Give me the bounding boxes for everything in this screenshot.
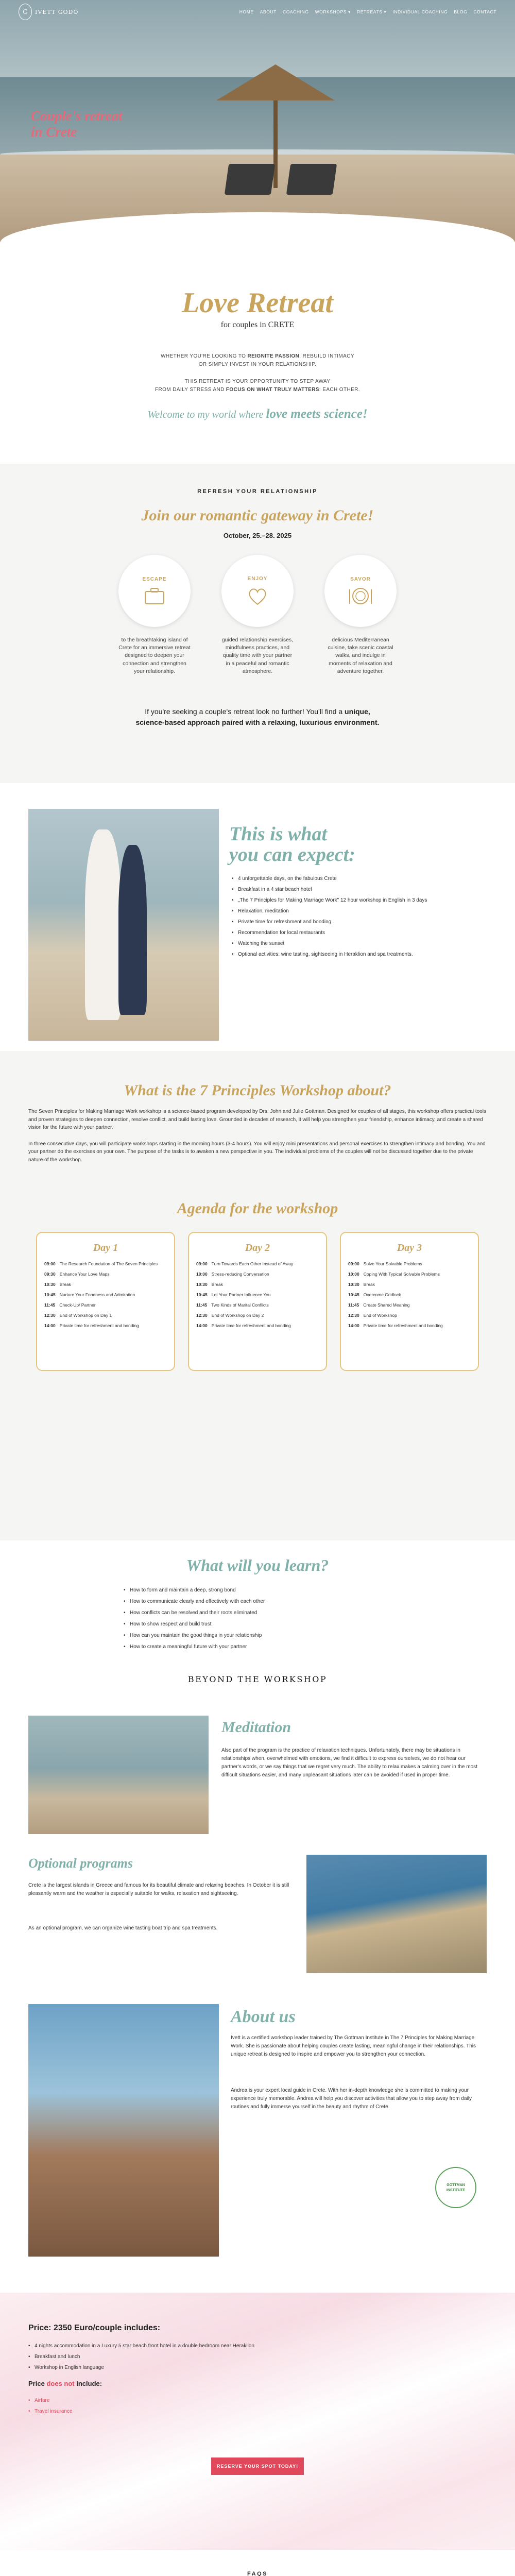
- gateway-kicker: REFRESH YOUR RELATIONSHIP: [197, 488, 318, 495]
- agenda-time: 09:00: [196, 1261, 208, 1266]
- nav-item-about[interactable]: ABOUT: [260, 9, 277, 14]
- agenda-activity: Private time for refreshment and bonding: [363, 1323, 443, 1329]
- agenda-row: [44, 1272, 167, 1277]
- nav-item-workshops[interactable]: WORKSHOPS ▾: [315, 9, 351, 14]
- list-item: • Workshop in English language: [28, 2365, 487, 2370]
- list-item: • Relaxation, meditation: [232, 908, 489, 914]
- agenda-row: [348, 1272, 471, 1277]
- about-andrea-text: Andrea is your expert local guide in Crete. With her in-depth knowledge she is committed to making your experience truly memorable. Andrea will help you discover activities that allow you to step away from daily routines and fully immerse yourself in the beauty and rhythm of Crete.: [231, 2088, 472, 2110]
- gateway-closing-b: unique,: [345, 707, 370, 716]
- optional-programs-title: Optional programs: [28, 1856, 133, 1871]
- feature-card-savor: [324, 555, 397, 675]
- agenda-time: 09:00: [44, 1261, 56, 1266]
- agenda-activity: The Research Foundation of The Seven Principles: [59, 1261, 158, 1266]
- nav-item-contact[interactable]: CONTACT: [473, 9, 496, 14]
- badge-line-2: INSTITUTE: [446, 2188, 466, 2192]
- gateway-section: [0, 464, 515, 783]
- agenda-activity: Enhance Your Love Maps: [59, 1272, 110, 1277]
- agenda-time: 10:30: [196, 1282, 208, 1287]
- faq-title: FAQS: [247, 2571, 268, 2576]
- agenda-time: 10:45: [196, 1292, 208, 1298]
- list-item: • Airfare: [28, 2398, 487, 2403]
- agenda-title: Agenda for the workshop: [177, 1200, 338, 1217]
- agenda-row: [44, 1282, 167, 1287]
- intro-p1-bold: REIGNITE PASSION: [247, 353, 300, 359]
- gottman-badge-icon: [435, 2167, 476, 2208]
- suitcase-icon: [143, 586, 166, 606]
- welcome-tagline: [0, 407, 515, 421]
- agenda-row: [196, 1272, 319, 1277]
- agenda-activity: End of Workshop on Day 2: [211, 1313, 264, 1318]
- list-item: • 4 unforgettable days, on the fabulous Crete: [232, 876, 489, 882]
- intro-paragraph-2: [0, 378, 515, 394]
- savor-label: SAVOR: [350, 576, 371, 582]
- sunbed-right: [286, 164, 337, 195]
- dinner-plate-icon: [348, 586, 373, 606]
- meditation-title: Meditation: [221, 1719, 291, 1736]
- agenda-time: 10:00: [196, 1272, 208, 1277]
- feature-cards: [0, 555, 515, 675]
- day-title: Day 3: [397, 1242, 422, 1253]
- savor-circle: [324, 555, 397, 627]
- love-retreat-subtitle: for couples in CRETE: [220, 320, 295, 329]
- agenda-time: 10:45: [348, 1292, 359, 1298]
- intro-p2-bold: FOCUS ON WHAT TRULY MATTERS: [226, 386, 319, 393]
- agenda-activity: Two Kinds of Marital Conflicts: [211, 1302, 269, 1308]
- price-excludes-list: [28, 2398, 487, 2414]
- enjoy-label: ENJOY: [247, 575, 268, 582]
- learn-list: [124, 1587, 515, 1650]
- agenda-row: [44, 1323, 167, 1329]
- seven-principles-p1: The Seven Principles for Making Marriage Work workshop is a science-based program developed by Drs. John and Julie Gottman. Designed for couples of all stages, this workshop offers practical tools and proven strategies to deepen connection, resolve conflict, and build lasting love. Grounded in decades of research, it will help you strengthen your friendship, enhance intimacy, and create a shared vision for the future with your partner.: [28, 1109, 486, 1130]
- agenda-row: [348, 1261, 471, 1267]
- intro-p2-line1: THIS RETREAT IS YOUR OPPORTUNITY TO STEP AWAY: [184, 379, 331, 384]
- price-excludes-title: [28, 2380, 487, 2387]
- enjoy-circle: [221, 555, 294, 627]
- learn-section: [0, 1540, 515, 1716]
- nav-item-individual-coaching[interactable]: INDIVIDUAL COACHING: [392, 9, 448, 14]
- list-item: • How to create a meaningful future with your partner: [124, 1644, 515, 1650]
- faq-section: [0, 2550, 515, 2576]
- agenda-activity: Let Your Partner Influence You: [211, 1292, 271, 1298]
- agenda-row: [44, 1302, 167, 1308]
- site-logo[interactable]: [19, 4, 78, 20]
- agenda-time: 11:45: [348, 1302, 359, 1308]
- escape-text: to the breathtaking island of Crete for an immersive retreat designed to deepen your connection and strengthen your relationship.: [118, 637, 191, 674]
- agenda-time: 10:30: [348, 1282, 359, 1287]
- agenda-row: [44, 1292, 167, 1298]
- agenda-activity: Create Shared Meaning: [363, 1302, 410, 1308]
- agenda-time: 09:30: [44, 1272, 56, 1277]
- feature-card-enjoy: [221, 555, 294, 675]
- agenda-row: [44, 1313, 167, 1318]
- escape-label: ESCAPE: [142, 576, 167, 582]
- agenda-row: [196, 1323, 319, 1329]
- seven-principles-p2: In three consecutive days, you will participate workshops starting in the morning hours (3-4 hours). You will enjoy mini presentations and personal exercises to strengthen intimacy and bonding. You and your partner do the exercises on your own. The purpose of the tasks is to awaken a new perspective in you. The individual problems of the couples will not be discussed together due to the private nature of the workshop.: [28, 1141, 486, 1163]
- list-item: • How to form and maintain a deep, strong bond: [124, 1587, 515, 1593]
- agenda-activity: Check-Up/ Partner: [59, 1302, 96, 1308]
- agenda-time: 12:30: [196, 1313, 208, 1318]
- agenda-row: [348, 1323, 471, 1329]
- agenda-row: [348, 1302, 471, 1308]
- intro-paragraph-1: [0, 352, 515, 368]
- excl-title-c: include:: [76, 2380, 102, 2387]
- agenda-activity: Nurture Your Fondness and Admiration: [59, 1292, 135, 1298]
- agenda-row: [196, 1302, 319, 1308]
- umbrella-pole: [273, 100, 278, 188]
- agenda-activity: Coping With Typical Solvable Problems: [363, 1272, 440, 1277]
- escape-circle: [118, 555, 191, 627]
- agenda-time: 11:45: [196, 1302, 208, 1308]
- meditation-section: [0, 1716, 515, 2004]
- expect-section: [0, 783, 515, 1051]
- expect-title: [229, 824, 355, 866]
- list-item: • 4 nights accommodation in a Luxury 5 star beach front hotel in a double bedroom near Heraklion: [28, 2343, 487, 2349]
- learn-title: What will you learn?: [186, 1556, 329, 1574]
- list-item: • How to show respect and build trust: [124, 1621, 515, 1627]
- agenda-activity: End of Workshop on Day 1: [59, 1313, 112, 1318]
- agenda-row: [348, 1282, 471, 1287]
- top-navigation: [0, 0, 515, 24]
- agenda-day-1: [36, 1232, 175, 1371]
- retreat-dates: October, 25.–28. 2025: [223, 532, 292, 539]
- about-title: About us: [231, 2007, 296, 2026]
- list-item: • How conflicts can be resolved and their roots eliminated: [124, 1610, 515, 1616]
- list-item: • Recommendation for local restaurants: [232, 930, 489, 936]
- hosts-selfie-photo: [28, 2004, 219, 2257]
- price-section: [0, 2293, 515, 2550]
- intro-p1-mid: , REBUILD INTIMACY: [299, 353, 354, 359]
- agenda-time: 10:00: [348, 1272, 359, 1277]
- excl-title-b: does not: [46, 2380, 75, 2387]
- list-item: • Optional activities: wine tasting, sightseeing in Heraklion and spa treatments.: [232, 952, 489, 957]
- intro-section: [0, 242, 515, 464]
- intro-p2-c: : EACH OTHER.: [319, 386, 360, 393]
- welcome-a: Welcome to my world where: [147, 409, 264, 420]
- agenda-activity: Overcome Gridlock: [363, 1292, 401, 1298]
- agenda-activity: Break: [211, 1282, 223, 1287]
- day-title: Day 1: [93, 1242, 118, 1253]
- excl-title-a: Price: [28, 2380, 45, 2387]
- expect-title-2: you can expect:: [229, 843, 355, 866]
- logo-mark-icon: G: [19, 4, 32, 20]
- agenda-row: [196, 1292, 319, 1298]
- list-item: • How can you maintain the good things in your relationship: [124, 1633, 515, 1638]
- expect-list: [232, 876, 489, 962]
- agenda-time: 12:30: [348, 1313, 359, 1318]
- agenda-time: 09:00: [348, 1261, 359, 1266]
- agenda-time: 14:00: [196, 1323, 208, 1329]
- agenda-time: 14:00: [44, 1323, 56, 1329]
- agenda-activity: Stress-reducing Conversation: [211, 1272, 269, 1277]
- list-item: • Travel insurance: [28, 2409, 487, 2414]
- agenda-time: 10:45: [44, 1292, 56, 1298]
- agenda-activity: Break: [363, 1282, 375, 1287]
- list-item: • Private time for refreshment and bonding: [232, 919, 489, 925]
- agenda-time: 12:30: [44, 1313, 56, 1318]
- agenda-time: 14:00: [348, 1323, 359, 1329]
- meditation-photo: [28, 1716, 209, 1834]
- nav-item-coaching[interactable]: COACHING: [282, 9, 309, 14]
- agenda-activity: Turn Towards Each Other Instead of Away: [211, 1261, 294, 1266]
- agenda-activity: Private time for refreshment and bonding: [59, 1323, 139, 1329]
- photo-man: [85, 829, 121, 1020]
- optional-text-2: As an optional program, we can organize wine tasting boat trip and spa treatments.: [28, 1925, 218, 1931]
- crete-coast-photo: [306, 1855, 487, 1973]
- reserve-spot-button[interactable]: RESERVE YOUR SPOT TODAY!: [211, 2458, 304, 2475]
- couple-beach-photo: [28, 809, 219, 1041]
- sunbed-left: [225, 164, 275, 195]
- logo-text: IVETT GODÓ: [35, 8, 79, 15]
- agenda-day-3: [340, 1232, 479, 1371]
- feature-card-escape: [118, 555, 191, 675]
- gateway-closing-a: If you're seeking a couple's retreat look no further! You'll find a: [145, 707, 343, 716]
- about-section: [0, 2004, 515, 2293]
- nav-item-retreats[interactable]: RETREATS ▾: [357, 9, 387, 14]
- agenda-row: [348, 1313, 471, 1318]
- nav-item-home[interactable]: HOME: [239, 9, 254, 14]
- intro-p1-text: WHETHER YOU'RE LOOKING TO: [161, 353, 246, 359]
- list-item: • How to communicate clearly and effectively with each other: [124, 1599, 515, 1604]
- agenda-row: [348, 1292, 471, 1298]
- love-retreat-title: Love Retreat: [182, 287, 333, 319]
- agenda-activity: Private time for refreshment and bonding: [211, 1323, 291, 1329]
- list-item: • Breakfast in a 4 star beach hotel: [232, 887, 489, 892]
- gateway-closing-c: science-based approach paired with a relaxing, luxurious environment.: [135, 718, 380, 727]
- hero-section: [0, 0, 515, 242]
- heart-hands-icon: [246, 586, 269, 606]
- agenda-activity: Solve Your Solvable Problems: [363, 1261, 422, 1266]
- gateway-title: Join our romantic gateway in Crete!: [141, 507, 374, 524]
- hero-title-line1: Couple's retreat: [31, 108, 123, 124]
- day-title: Day 2: [245, 1242, 270, 1253]
- agenda-activity: Break: [59, 1282, 71, 1287]
- seven-principles-title: What is the 7 Principles Workshop about?: [124, 1082, 391, 1099]
- intro-p1-line2: OR SIMPLY INVEST IN YOUR RELATIONSHIP.: [198, 361, 317, 367]
- enjoy-text: guided relationship exercises, mindfulness practices, and quality time with your partner in a peaceful and romantic atmosphere.: [221, 637, 294, 674]
- welcome-b: love meets science!: [266, 407, 368, 421]
- agenda-activity: End of Workshop: [363, 1313, 397, 1318]
- agenda-row: [196, 1261, 319, 1267]
- optional-text-1: Crete is the largest islands in Greece and famous for its beautiful climate and relaxing beaches. In October it is still pleasantly warm and the weather is especially suitable for walks, relaxation and sightseeing.: [28, 1883, 289, 1896]
- agenda-row: [44, 1261, 167, 1267]
- price-title: Price: 2350 Euro/couple includes:: [28, 2324, 161, 2332]
- photo-woman: [118, 845, 147, 1015]
- beyond-workshop-heading: BEYOND THE WORKSHOP: [187, 1674, 328, 1684]
- gateway-closing: [0, 706, 515, 728]
- about-ivett-text: Ivett is a certified workshop leader trained by The Gottman Institute in The 7 Principles for Making Marriage Work. She is passionate about helping couples create lasting, meaningful change in their relationships. This unique retreat is designed to inspire and empower you to strengthen your connection.: [231, 2035, 476, 2057]
- agenda-days: [28, 1232, 487, 1371]
- list-item: • Breakfast and lunch: [28, 2354, 487, 2360]
- agenda-row: [196, 1313, 319, 1318]
- meditation-text: Also part of the program is the practice of relaxation techniques. Unfortunately, there may be situations in relationships when, overwhelmed with emotions, we find it difficult to express ourselves, we do not hear our partner's words, or we say things that we regret very much. The ability to relax makes a calming over in the most difficult situations easier, and many unpleasant situations later can be avoided if used in proper time.: [221, 1748, 477, 1778]
- price-includes-list: [28, 2343, 487, 2370]
- intro-p2-a: FROM DAILY STRESS AND: [154, 386, 225, 393]
- list-item: • Watching the sunset: [232, 941, 489, 946]
- expect-title-1: This is what: [229, 823, 328, 845]
- badge-line-1: GOTTMAN: [447, 2183, 465, 2187]
- list-item: • „The 7 Principles for Making Marriage Work" 12 hour workshop in English in 3 days: [232, 897, 489, 903]
- savor-text: delicious Mediterranean cuisine, take scenic coastal walks, and indulge in moments of relaxation and adventure together.: [328, 637, 393, 674]
- agenda-row: [196, 1282, 319, 1287]
- agenda-time: 11:45: [44, 1302, 56, 1308]
- agenda-day-2: [188, 1232, 327, 1371]
- main-menu: [239, 9, 496, 15]
- hero-title-line2: in Crete: [31, 124, 77, 140]
- agenda-time: 10:30: [44, 1282, 56, 1287]
- nav-item-blog[interactable]: BLOG: [454, 9, 468, 14]
- seven-principles-section: [0, 1051, 515, 1540]
- hero-title: [31, 108, 123, 140]
